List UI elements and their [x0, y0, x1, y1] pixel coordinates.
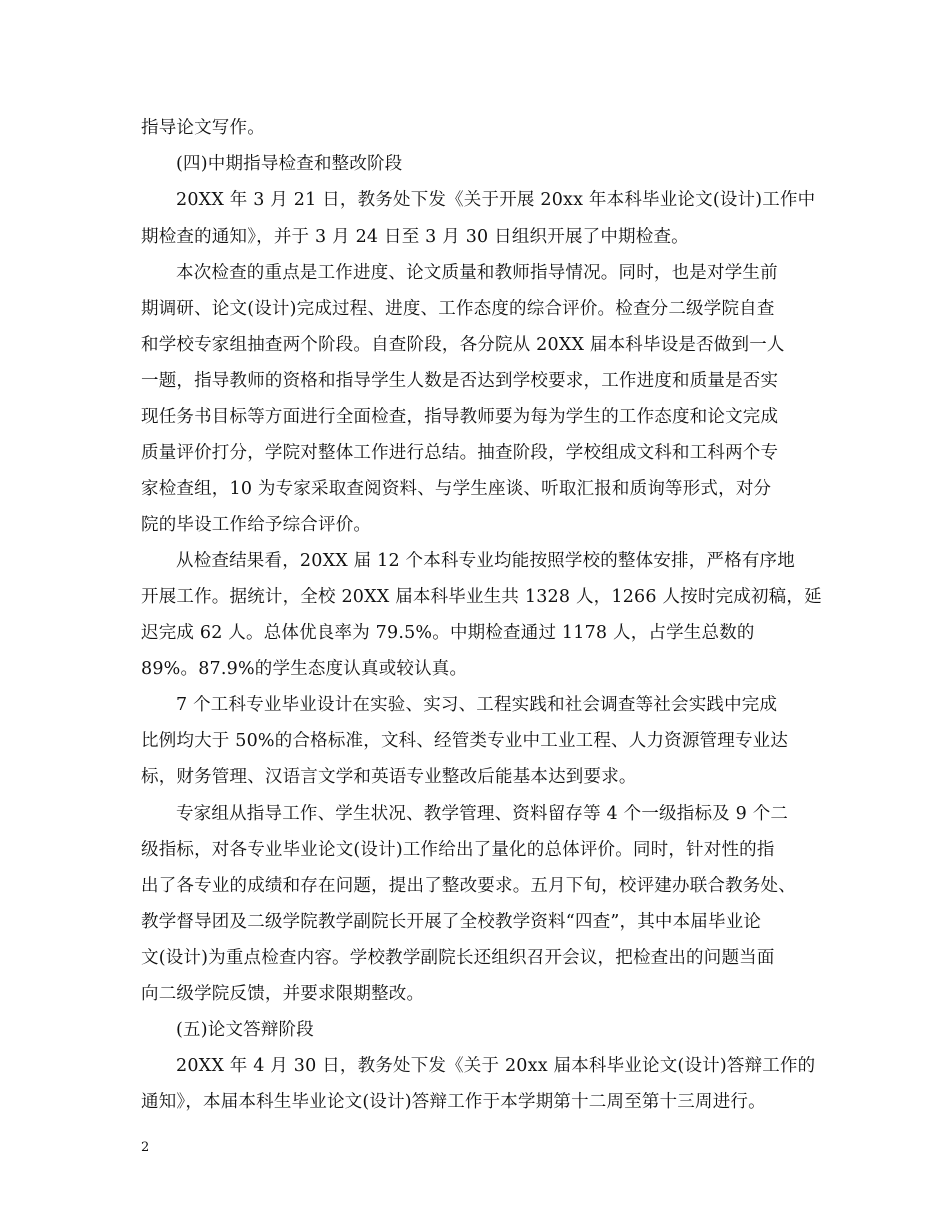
text-line: 文(设计)为重点检查内容。学校教学副院长还组织召开会议，把检查出的问题当面: [141, 948, 775, 968]
text-line: 20XX 年 3 月 21 日，教务处下发《关于开展 20xx 年本科毕业论文(设计)工作中: [176, 190, 816, 210]
section-heading: (五)论文答辩阶段: [176, 1020, 314, 1040]
text-line: 89%。87.9%的学生态度认真或较认真。: [141, 659, 468, 679]
text-line: 期检查的通知》，并于 3 月 24 日至 3 月 30 日组织开展了中期检查。: [141, 227, 689, 247]
text-line: 20XX 年 4 月 30 日，教务处下发《关于 20xx 届本科毕业论文(设计)答辩工作的: [176, 1056, 816, 1076]
text-line: 比例均大于 50%的合格标准，文科、经管类专业中工业工程、人力资源管理专业达: [141, 731, 789, 751]
text-line: 向二级学院反馈，并要求限期整改。: [141, 984, 425, 1004]
text-line: 迟完成 62 人。总体优良率为 79.5%。中期检查通过 1178 人，占学生总数的: [141, 623, 755, 643]
text-line: 7 个工科专业毕业设计在实验、实习、工程实践和社会调查等社会实践中完成: [176, 695, 778, 715]
text-line: 开展工作。据统计，全校 20XX 届本科毕业生共 1328 人，1266 人按时完成初稿，延: [141, 587, 822, 607]
text-line: 指导论文写作。: [141, 118, 265, 138]
text-line: 专家组从指导工作、学生状况、教学管理、资料留存等 4 个一级指标及 9 个二: [176, 804, 789, 824]
text-line: 出了各专业的成绩和存在问题，提出了整改要求。五月下旬，校评建办联合教务处、: [141, 876, 796, 896]
text-line: 家检查组，10 为专家采取查阅资料、与学生座谈、听取汇报和质询等形式，对分: [141, 479, 772, 499]
text-line: 质量评价打分，学院对整体工作进行总结。抽查阶段，学校组成文科和工科两个专: [141, 443, 779, 463]
section-heading: (四)中期指导检查和整改阶段: [176, 154, 403, 174]
text-line: 一题，指导教师的资格和指导学生人数是否达到学校要求，工作进度和质量是否实: [141, 371, 779, 391]
text-line: 和学校专家组抽查两个阶段。自查阶段，各分院从 20XX 届本科毕设是否做到一人: [141, 335, 785, 355]
text-line: 现任务书目标等方面进行全面检查，指导教师要为每为学生的工作态度和论文完成: [141, 407, 779, 427]
page-number: 2: [141, 1140, 150, 1155]
text-line: 本次检查的重点是工作进度、论文质量和教师指导情况。同时，也是对学生前: [176, 263, 778, 283]
text-line: 教学督导团及二级学院教学副院长开展了全校教学资料“四查”，其中本届毕业论: [141, 912, 762, 932]
text-line: 院的毕设工作给予综合评价。: [141, 515, 372, 535]
text-line: 从检查结果看，20XX 届 12 个本科专业均能按照学校的整体安排，严格有序地: [176, 551, 795, 571]
text-line: 通知》，本届本科生毕业论文(设计)答辩工作于本学期第十二周至第十三周进行。: [141, 1092, 766, 1112]
text-line: 级指标，对各专业毕业论文(设计)工作给出了量化的总体评价。同时，针对性的指: [141, 840, 775, 860]
text-line: 标，财务管理、汉语言文学和英语专业整改后能基本达到要求。: [141, 767, 637, 787]
text-line: 期调研、论文(设计)完成过程、进度、工作态度的综合评价。检查分二级学院自查: [141, 299, 775, 319]
